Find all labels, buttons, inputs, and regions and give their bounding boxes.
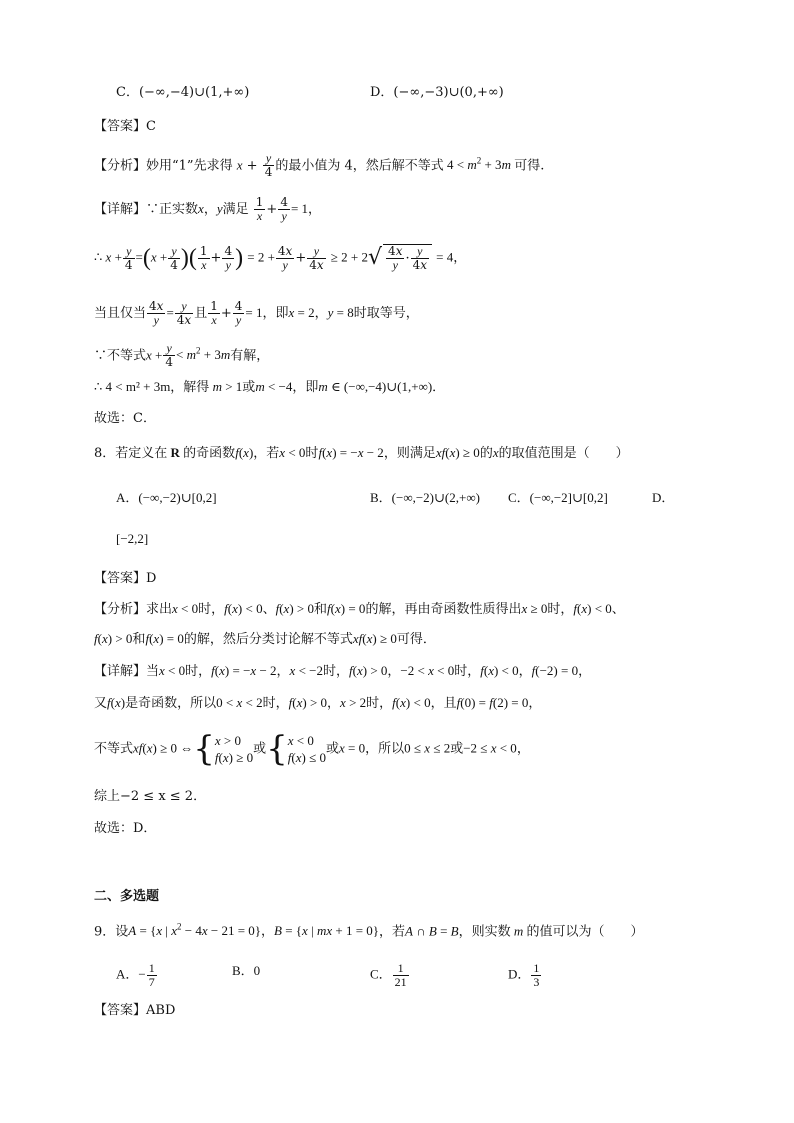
answer-line: 【答案】C — [94, 119, 156, 134]
q8-option-c: C．(−∞,−2]∪[0,2] — [508, 490, 608, 505]
q9-option-b: B．0 — [232, 963, 261, 978]
q9-option-c: C． $\frac{1}{21}$ — [370, 961, 407, 989]
q9-option-a: A．− $\frac{1}{7}$ — [116, 961, 155, 989]
q8-summary: 综上−2 ≤ x ≤ 2． — [94, 789, 207, 804]
q8-option-d-value: [−2,2] — [116, 531, 149, 546]
q8-answer: 【答案】D — [94, 571, 157, 586]
q8-choose: 故选：D． — [94, 821, 157, 836]
section-heading: 二、多选题 — [94, 889, 160, 904]
option-c: C．(−∞,−4)∪(1,+∞) — [116, 85, 250, 100]
q8-stem: 8．若定义在 R 的奇函数f(x)，若x < 0时f(x) = −x − 2，则满足xf(x) ≥ 0的x的取值范围是（ ） — [94, 445, 629, 461]
q8-detail-2: 又f(x)是奇函数，所以0 < x < 2时，f(x) > 0，x > 2时，f(x) < 0，且f(0) = f(2) = 0， — [94, 695, 542, 711]
q8-analysis-2: f(x) > 0和f(x) = 0的解，然后分类讨论解不等式xf(x) ≥ 0可得． — [94, 631, 436, 647]
option-d: D．(−∞,−3)∪(0,+∞) — [370, 85, 504, 100]
analysis-line: 【分析】妙用“1”先求得 x + $\frac{y}{4}$ 的最小值为 4，然后解不等式 $4 < m^2 + 3m$ 可得. — [94, 151, 545, 180]
q9-answer: 【答案】ABD — [94, 1003, 176, 1018]
q8-option-b: B．(−∞,−2)∪(2,+∞) — [370, 490, 480, 505]
detail-equation: ∴ x + $\frac{y}{4}$ =(x + $\frac{y}{4}$ )( $\frac{1}{x}$ + $\frac{4}{y}$ ) = 2 + $\frac{4x}{y}$ + $\frac{y}{4x}$ ≥ 2 + 2√ $\frac{4x}{y}$ · $\frac{y}{4x}$ = 4， — [94, 243, 467, 272]
q9-stem: 9．设A = {x | $x^2 - 4x - 21 = 0$}，B = {x | mx + 1 = 0}，若A ∩ B = B，则实数 m 的值可以为（ ） — [94, 922, 644, 940]
q8-option-a: A．(−∞,−2)∪[0,2] — [116, 490, 217, 505]
detail-line-1: 【详解】∵正实数x，y满足 $\frac{1}{x}$ + $\frac{4}{y}$ = 1， — [94, 195, 322, 223]
solution-line: ∴ 4 < m² + 3m，解得 m > 1或m < −4，即m ∈ (−∞,−4)∪(1,+∞)． — [94, 379, 446, 395]
q9-option-d: D． $\frac{1}{3}$ — [508, 961, 540, 989]
choose-line: 故选：C． — [94, 411, 156, 426]
q8-analysis-1: 【分析】求出x < 0时，f(x) < 0、f(x) > 0和f(x) = 0的解，再由奇函数性质得出x ≥ 0时，f(x) < 0、 — [94, 601, 625, 617]
equality-condition: 当且仅当 $\frac{4x}{y}$ = $\frac{y}{4x}$ 且 $\frac{1}{x}$ + $\frac{4}{y}$ = 1，即x = 2，y = 8时取等号， — [94, 299, 419, 327]
q8-detail-3: 不等式xf(x) ≥ 0 ⇔{ x > 0 f(x) ≥ 0 或{ x < 0 f(x) ≤ 0 或x = 0，所以0 ≤ x ≤ 2或−2 ≤ x < 0， — [94, 729, 530, 769]
inequality-solvable: ∵不等式x + $\frac{y}{4}$ < $m^2 + 3m$有解， — [94, 341, 270, 370]
q8-detail-1: 【详解】当x < 0时，f(x) = −x − 2，x < −2时，f(x) > 0，−2 < x < 0时，f(x) < 0，f(−2) = 0， — [94, 663, 592, 679]
q8-option-d: D． — [652, 490, 675, 505]
